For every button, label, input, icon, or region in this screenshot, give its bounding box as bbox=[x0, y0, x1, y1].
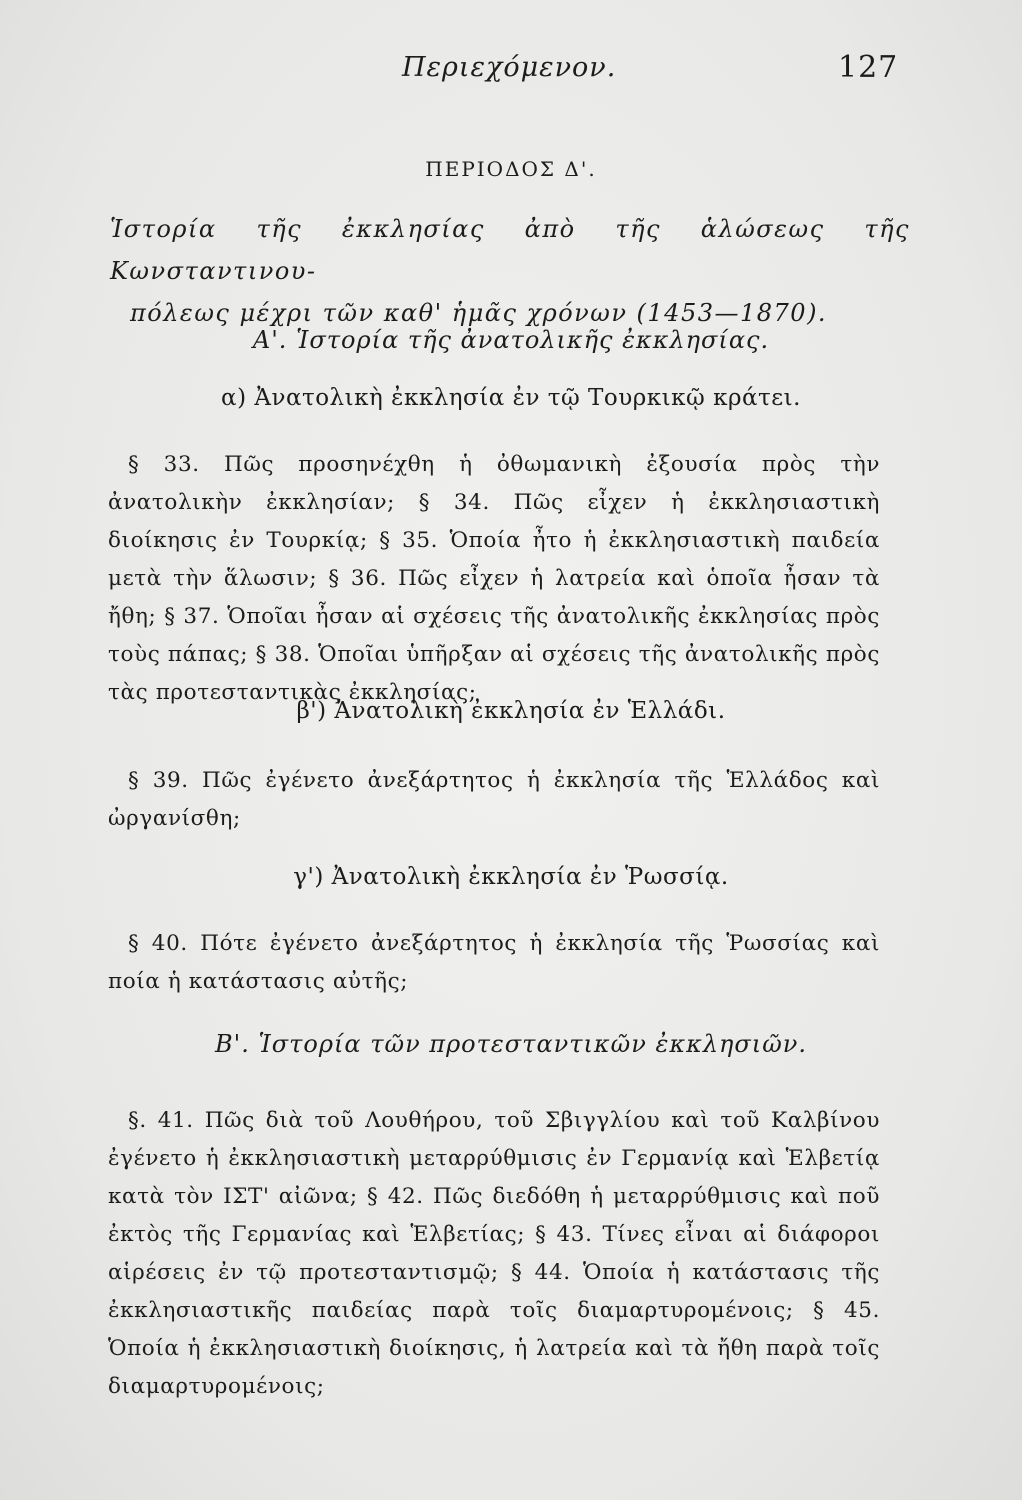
running-head bbox=[0, 48, 1022, 92]
period-title-line-1: Ἱστορία τῆς ἐκκλησίας ἀπὸ τῆς ἁλώσεως τῆς Κωνσταντινου- bbox=[110, 215, 910, 285]
page-number: 127 bbox=[838, 50, 899, 85]
running-title: Περιεχόμενον. bbox=[402, 52, 617, 83]
section-b-heading: Β'. Ἱστορία τῶν προτεσταντικῶν ἐκκλησιῶν. bbox=[214, 1030, 807, 1058]
subsection-c-heading: γ') Ἀνατολικὴ ἐκκλησία ἐν Ῥωσσίᾳ. bbox=[293, 864, 729, 890]
section-a-heading: Α'. Ἱστορία τῆς ἀνατολικῆς ἐκκλησίας. bbox=[252, 326, 770, 354]
subsection-a-text: § 33. Πῶς προσηνέχθη ἡ ὀθωμανικὴ ἐξουσία πρὸς τὴν ἀνατολικὴν ἐκκλησίαν; § 34. Πῶς εἶχεν ἡ ἐκκλησιαστικὴ διοίκησις ἐν Τουρκίᾳ; § 35. Ὁποία ἦτο ἡ ἐκκλησιαστικὴ παιδεία μετὰ τὴν ἅλωσιν; § 36. Πῶς εἶχεν ἡ λατρεία καὶ ὁποῖα ἦσαν τὰ ἤθη; § 37. Ὁποῖαι ἦσαν αἱ σχέσεις τῆς ἀνατολικῆς ἐκκλησίας πρὸς τοὺς πάπας; § 38. Ὁποῖαι ὑπῆρξαν αἱ σχέσεις τῆς ἀνατολικῆς πρὸς τὰς προτεσταντικὰς ἐκκλησίας; bbox=[108, 452, 880, 705]
period-title bbox=[110, 208, 910, 334]
period-heading: ΠΕΡΙΟΔΟΣ Δ'. bbox=[425, 157, 597, 181]
section-b-text: §. 41. Πῶς διὰ τοῦ Λουθήρου, τοῦ Σβιγγλίου καὶ τοῦ Καλβίνου ἐγένετο ἡ ἐκκλησιαστικὴ μεταρρύθμισις ἐν Γερμανίᾳ καὶ Ἑλβετίᾳ κατὰ τὸν ΙΣΤ' αἰῶνα; § 42. Πῶς διεδόθη ἡ μεταρρύθμισις καὶ ποῦ ἐκτὸς τῆς Γερμανίας καὶ Ἑλβετίας; § 43. Τίνες εἶναι αἱ διάφοροι αἱρέσεις ἐν τῷ προτεσταντισμῷ; § 44. Ὁποία ἡ κατάστασις τῆς ἐκκλησιαστικῆς παιδείας παρὰ τοῖς διαμαρτυρομένοις; § 45. Ὁποία ἡ ἐκκλησιαστικὴ διοίκησις, ἡ λατρεία καὶ τὰ ἤθη παρὰ τοῖς διαμαρτυρομένοις; bbox=[108, 1108, 880, 1399]
subsection-b-heading: β') Ἀνατολικὴ ἐκκλησία ἐν Ἑλλάδι. bbox=[296, 698, 726, 724]
subsection-b-text: § 39. Πῶς ἐγένετο ἀνεξάρτητος ἡ ἐκκλησία τῆς Ἑλλάδος καὶ ὠργανίσθη; bbox=[108, 768, 880, 831]
period-title-line-2: πόλεως μέχρι τῶν καθ' ἡμᾶς χρόνων (1453—1870). bbox=[130, 299, 828, 327]
subsection-c-text: § 40. Πότε ἐγένετο ἀνεξάρτητος ἡ ἐκκλησία τῆς Ῥωσσίας καὶ ποία ἡ κατάστασις αὐτῆς; bbox=[108, 931, 880, 994]
subsection-a-heading: α) Ἀνατολικὴ ἐκκλησία ἐν τῷ Τουρκικῷ κράτει. bbox=[221, 385, 801, 411]
